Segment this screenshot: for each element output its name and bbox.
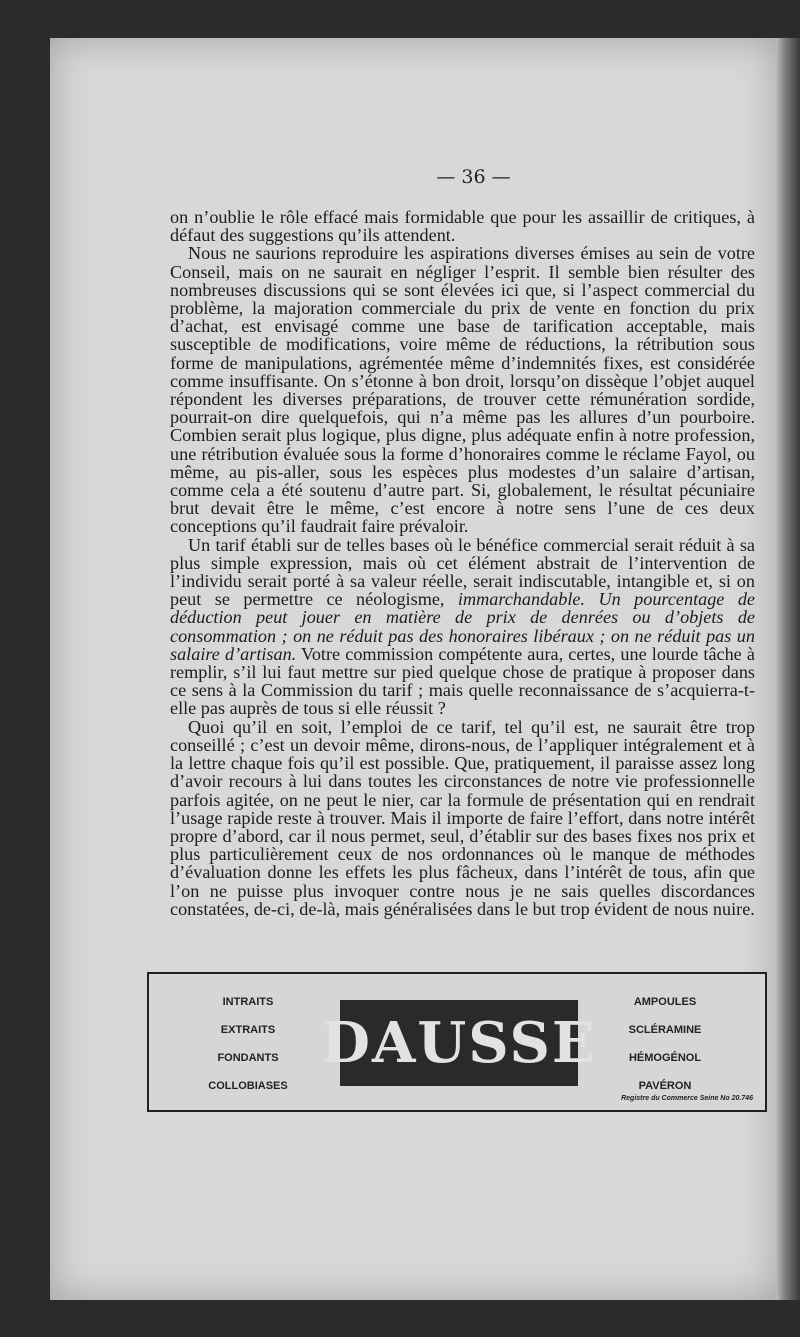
- ad-product: COLLOBIASES: [208, 1080, 288, 1092]
- body-text: [170, 208, 755, 918]
- paragraph: Quoi qu’il en soit, l’emploi de ce tarif, tel qu’il est, ne saurait être trop conseillé ; c’est un devoir même, dirons-nous, de l’appliquer intégralement et à la lettre chaque fois qu’il est possible. Que, pratiquement, il paraisse assez long d’avoir recours à lui dans toutes les circonstances de notre vie professionnelle parfois agitée, on ne peut le nier, car la formule de présentation qui en rendrait l’usage rapide reste à trouver. Mais il importe de faire l’effort, dans notre intérêt propre d’abord, car il nous permet, seul, d’établir sur des bases fixes nos prix et plus particulièrement ceux de nos ordonnances où le manque de méthodes d’évaluation donne les effets les plus fâcheux, dans l’intérêt de tous, afin que l’on ne puisse plus invoquer contre nous je ne sais quelles discordances constatées, de-ci, de-là, mais généralisées dans le but trop évident de nous nuire.: [170, 716, 755, 919]
- paragraph-text: Votre commission compétente aura, certes, une lourde tâche à remplir, s’il lui faut mettre sur pied quelque chose de pratique à proposer dans ce sens à la Commission du tarif ; mais quelle reconnaissance de s’acquierra-t-elle pas auprès de tous si elle réussit ?: [170, 643, 755, 719]
- ad-product: AMPOULES: [633, 996, 697, 1008]
- ad-product: EXTRAITS: [220, 1024, 276, 1036]
- ad-right-list: [595, 992, 735, 1104]
- book-edge: [776, 38, 800, 1300]
- ad-product: FONDANTS: [217, 1052, 279, 1064]
- paragraph-text: Un tarif établi sur de telles bases où le bénéfice commercial serait réduit à sa plus simple expression, mais où cet élément abstrait de l’intervention de l’individu serait porté à sa valeur réelle, serait indiscutable, intangible et, si on peut se permettre ce néologisme,: [170, 534, 755, 610]
- italic-text: immarchandable. Un pourcentage de déduction peut jouer en matière de prix de denrées ou d’objets de consommation ; on ne réduit pas des honoraires libéraux ; on ne réduit pas un salaire d’artisan.: [170, 589, 755, 664]
- dausse-logo: DAUSSE: [340, 1000, 578, 1086]
- ad-product: PAVÉRON: [638, 1080, 692, 1092]
- ad-left-list: [193, 992, 303, 1104]
- ad-product: INTRAITS: [222, 996, 274, 1008]
- registry-number: Registre du Commerce Seine No 20.746: [621, 1095, 753, 1102]
- ad-product: HÉMOGÉNOL: [628, 1052, 702, 1064]
- paragraph: Nous ne saurions reproduire les aspirations diverses émises au sein de votre Conseil, mais on ne saurait en négliger l’esprit. Il semble bien résulter des nombreuses discussions qui se sont élevées ici que, si l’aspect commercial du problème, la majoration commerciale du prix de vente en fonction du prix d’achat, est envisagé comme une base de tarification acceptable, mais susceptible de modifications, voire même de réductions, la rétribution sous forme de manipulations, agrémentée même d’indemnités fixes, est considérée comme insuffisante. On s’étonne à bon droit, lorsqu’on dissèque l’objet auquel répondent les diverses préparations, de trouver cette rémunération sordide, pourrait-on dire quelquefois, qui n’a même pas les allures d’un pourboire. Combien serait plus logique, plus digne, plus adéquate enfin à notre profession, une rétribution évaluée sous la forme d’honoraires comme le réclame Fayol, ou même, au pis-aller, sous les espèces plus modestes d’un salaire d’artisan, comme cela a été soutenu d’autre part. Si, globalement, le résultat pécuniaire brut devait être le même, c’est encore à notre sens l’une de ces deux conceptions qu’il faudrait faire prévaloir.: [170, 243, 755, 537]
- paragraph: [170, 536, 755, 718]
- page-number: — 36 —: [436, 166, 511, 188]
- document-page: [50, 38, 777, 1300]
- dausse-advertisement: [147, 972, 767, 1112]
- ad-product: SCLÉRAMINE: [628, 1024, 702, 1036]
- paragraph: on n’oublie le rôle effacé mais formidable que pour les assaillir de critiques, à défaut des suggestions qu’ils attendent.: [170, 207, 755, 246]
